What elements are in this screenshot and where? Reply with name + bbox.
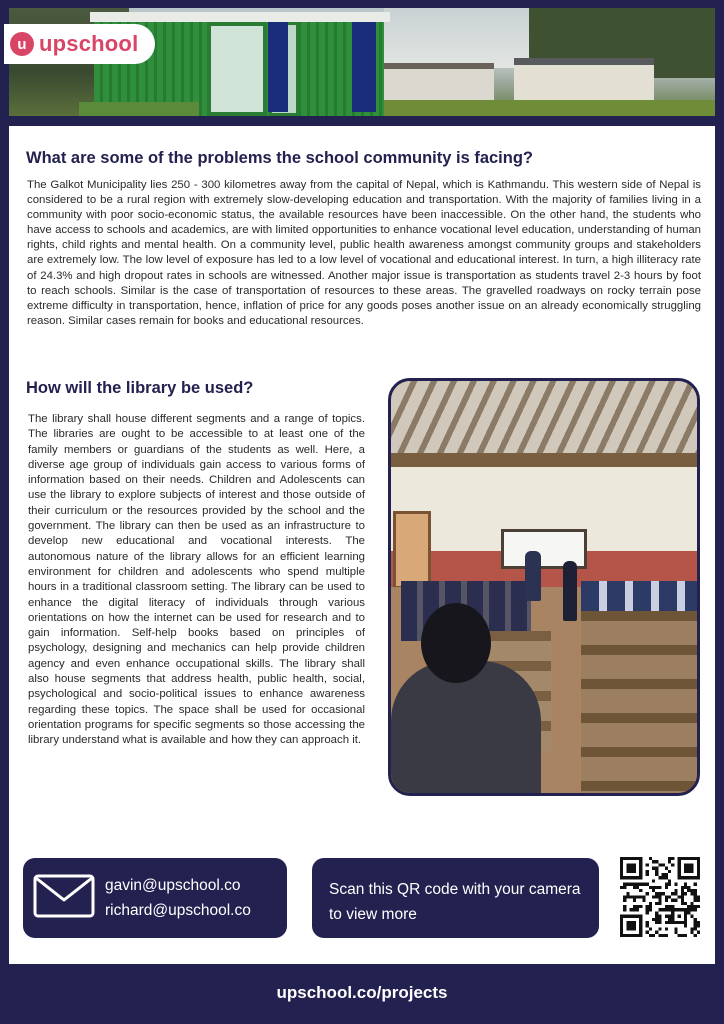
library-paragraph: The library shall house different segments and a range of topics. The libraries are ought to be accessible to at least one of the family members or guardians of the students as well. Here, a diverse age group of individuals gain access to various forms of information based on their needs. Children and Adolescents can use the library to explore subjects of interest and those outside of their curriculum or the resources provided by the school and the government. The library can then be used as an infrastructure to develop new educational and vocational interests. The autonomous nature of the library allows for an efficient learning environment for children and adolescents who spend multiple hours in a traditional classroom setting. The library can be used to enhance the digital literacy of individuals through various orientations on how the internet can be used for research and to gain information. Self-help books based on principles of psychology, designing and mechanics can help provide children agency and even enhance occupational skills. The library shall also house segments that address health, public health, social, psychological and socio-political issues to enhance awareness regarding these topics. The space shall be used for occasional orientation programs for specific segments so those accessing the library understand what is available and how they can approach it. <box>28 413 365 747</box>
problems-heading: What are some of the problems the school community is facing? <box>26 149 533 167</box>
footer-url-link[interactable]: upschool.co/projects <box>276 983 448 1002</box>
email-link-richard[interactable]: richard@upschool.co <box>105 902 251 919</box>
library-heading: How will the library be used? <box>26 379 254 397</box>
classroom-photo <box>388 378 700 796</box>
envelope-icon <box>33 874 95 918</box>
logo-text: upschool <box>39 31 139 56</box>
qr-instruction-text: Scan this QR code with your camera to view more <box>329 881 581 923</box>
problems-paragraph: The Galkot Municipality lies 250 - 300 kilometres away from the capital of Nepal, which is Kathmandu. This western side of Nepal is considered to be a rural region with extremely slow-developing education and transportation. With the majority of families living in a community with poor socio-economic status, the available resources have been inaccessible. On the other hand, the students who have access to schools and academics, are with limited opportunities to enhance vocational level education, understanding of human rights, child rights and mental health. On a community level, public health awareness amongst community groups and stakeholders are extremely low. The low level of exposure has led to a low level of vocational and educational interest. In turn, a high illiteracy rate of 24.3% and high dropout rates in schools are witnessed. Another major issue is transportation as students travel 2-3 hours by foot to reach schools. Similar is the case of transportation of resources to these areas. The gravelled roadways on rocky terrain pose extreme difficulty in transportation, hence, inflation of price for any goods poses another issue on an already economically struggling reason. Similar cases remain for books and educational resources. <box>27 179 701 327</box>
upschool-logo-icon: u <box>10 32 34 56</box>
contact-email-box <box>23 858 287 938</box>
qr-code-icon[interactable] <box>620 857 700 937</box>
top-border <box>0 0 724 8</box>
qr-callout-box <box>312 858 599 938</box>
email-link-gavin[interactable]: gavin@upschool.co <box>105 877 241 894</box>
upschool-logo[interactable] <box>4 24 155 64</box>
